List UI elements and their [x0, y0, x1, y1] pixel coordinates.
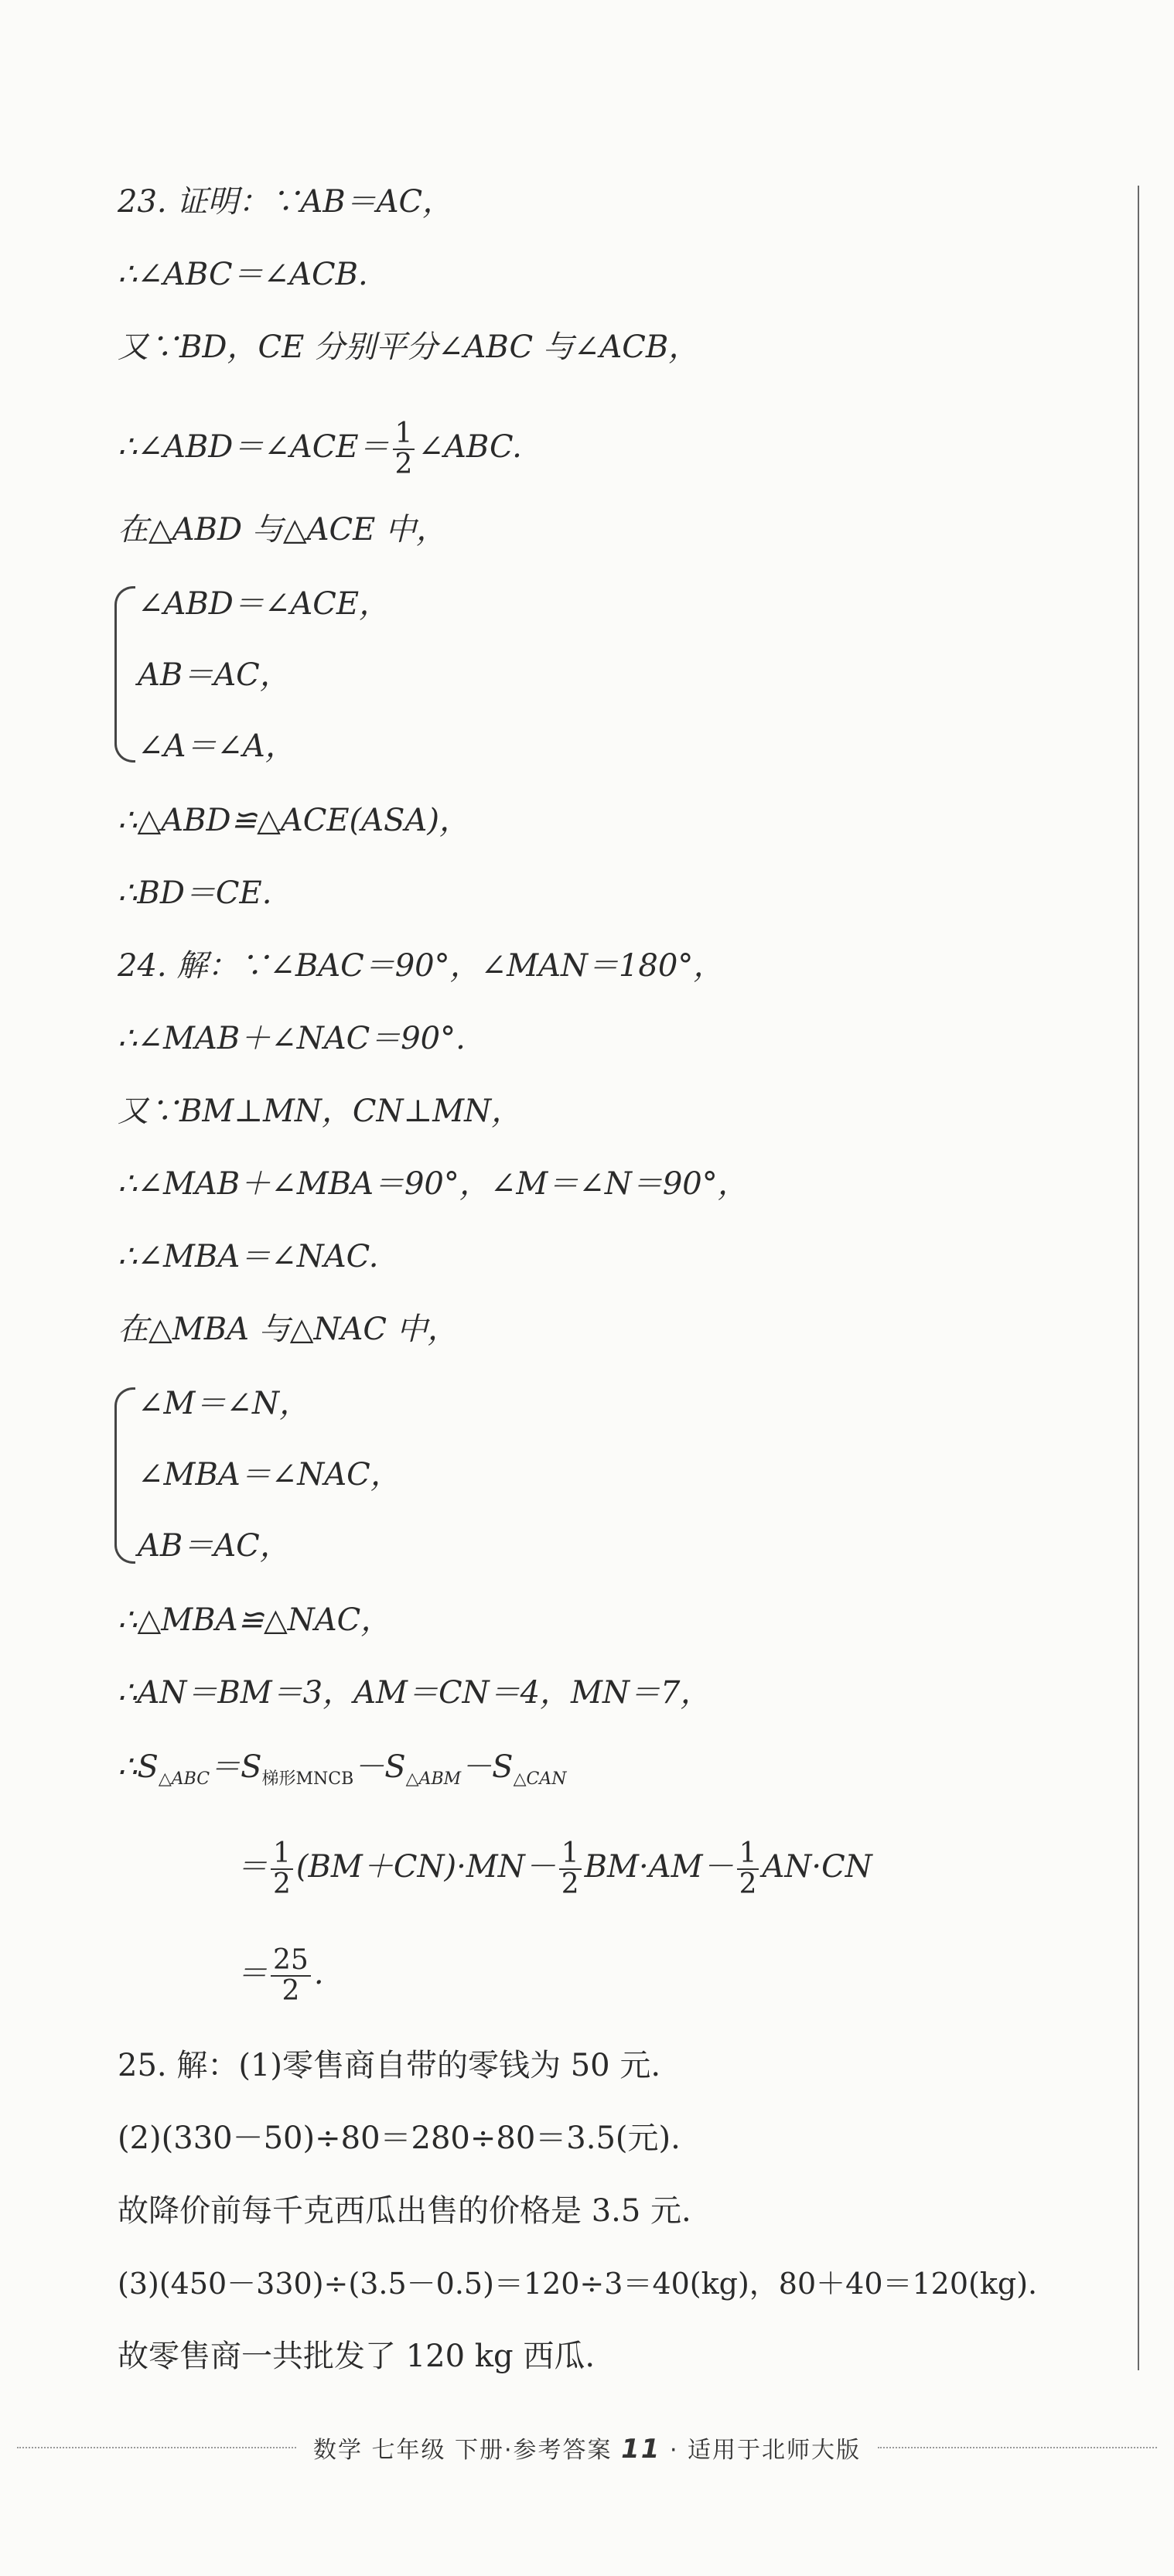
- q23-line-6: ∴△ABD≌△ACE(ASA)，: [118, 803, 470, 838]
- right-margin-rule: [1138, 186, 1139, 2370]
- fraction-half-3: $\frac{1}{2}$: [737, 1839, 759, 1899]
- q25-line-2: (2)(330－50)÷80＝280÷80＝3.5(元).: [118, 2121, 681, 2156]
- page-footer: [0, 2421, 1174, 2475]
- q23-system-1: ∠ABD＝∠ACE，: [138, 586, 391, 622]
- q24-line-1: 24. 解：∵∠BAC＝90°，∠MAN＝180°，: [118, 948, 725, 984]
- q25-line-5: 故零售商一共批发了 120 kg 西瓜.: [118, 2339, 596, 2374]
- q25-line-1: 25. 解：(1)零售商自带的零钱为 50 元.: [118, 2048, 661, 2083]
- q23-system-2: AB＝AC，: [138, 657, 291, 693]
- q23-line-7: ∴BD＝CE.: [118, 875, 272, 911]
- q24-line-4: ∴∠MAB＋∠MBA＝90°，∠M＝∠N＝90°，: [118, 1166, 749, 1202]
- footer-right-rule: [878, 2447, 1157, 2448]
- q24-system-1: ∠M＝∠N，: [138, 1386, 310, 1421]
- fraction-half-1: $\frac{1}{2}$: [271, 1839, 293, 1899]
- fraction-half-2: $\frac{1}{2}$: [559, 1839, 582, 1899]
- q23-line-3: 又∵BD，CE 分别平分∠ABC 与∠ACB，: [118, 329, 700, 365]
- q24-area-result: ＝ $\frac{25}{2}$ .: [237, 1944, 324, 2007]
- q24-line-2: ∴∠MAB＋∠NAC＝90°.: [118, 1021, 466, 1056]
- q23-line-5: 在△ABD 与△ACE 中，: [118, 512, 447, 548]
- q24-system-3: AB＝AC，: [138, 1528, 291, 1564]
- footer-text: 数学 七年级 下册·参考答案 11 · 适用于北师大版: [312, 2434, 862, 2465]
- brace-q23: [114, 586, 135, 763]
- q23-system-3: ∠A＝∠A，: [138, 728, 296, 764]
- fraction-half: $\frac{1}{2}$: [393, 419, 415, 479]
- fraction-result: $\frac{25}{2}$: [271, 1946, 311, 2006]
- q24-system-2: ∠MBA＝∠NAC，: [138, 1457, 401, 1493]
- q24-line-8: ∴AN＝BM＝3，AM＝CN＝4，MN＝7，: [118, 1675, 712, 1711]
- footer-left-rule: [17, 2447, 296, 2448]
- q24-line-5: ∴∠MBA＝∠NAC.: [118, 1239, 379, 1274]
- q24-line-6: 在△MBA 与△NAC 中，: [118, 1312, 459, 1347]
- q24-area-expansion: ＝ $\frac{1}{2}$ (BM＋CN)·MN－ $\frac{1}{2}$ BM·AM－ $\frac{1}{2}$ AN·CN: [237, 1837, 872, 1900]
- q24-line-3: 又∵BM⊥MN，CN⊥MN，: [118, 1094, 523, 1129]
- q23-line-2: ∴∠ABC＝∠ACB.: [118, 257, 368, 292]
- q23-line-1: 23. 证明：∵AB＝AC，: [118, 184, 454, 220]
- q25-line-4: (3)(450－330)÷(3.5－0.5)＝120÷3＝40(kg)，80＋40＝120(kg).: [118, 2267, 1038, 2301]
- q23-line-4: [118, 419, 522, 479]
- q25-line-3: 故降价前每千克西瓜出售的价格是 3.5 元.: [118, 2193, 691, 2229]
- q23-line-4-left: ∴∠ABD＝∠ACE＝: [118, 428, 390, 465]
- q24-line-7: ∴△MBA≌△NAC，: [118, 1602, 392, 1638]
- brace-q24: [114, 1387, 135, 1564]
- q23-line-4-right: ∠ABC.: [418, 428, 522, 465]
- q24-area-formula: $\therefore S_{\triangle ABC}=S_{梯形MNCB}-S_{\triangle ABM}-S_{\triangle CAN}$: [118, 1749, 567, 1789]
- page-number: 11: [621, 2434, 661, 2465]
